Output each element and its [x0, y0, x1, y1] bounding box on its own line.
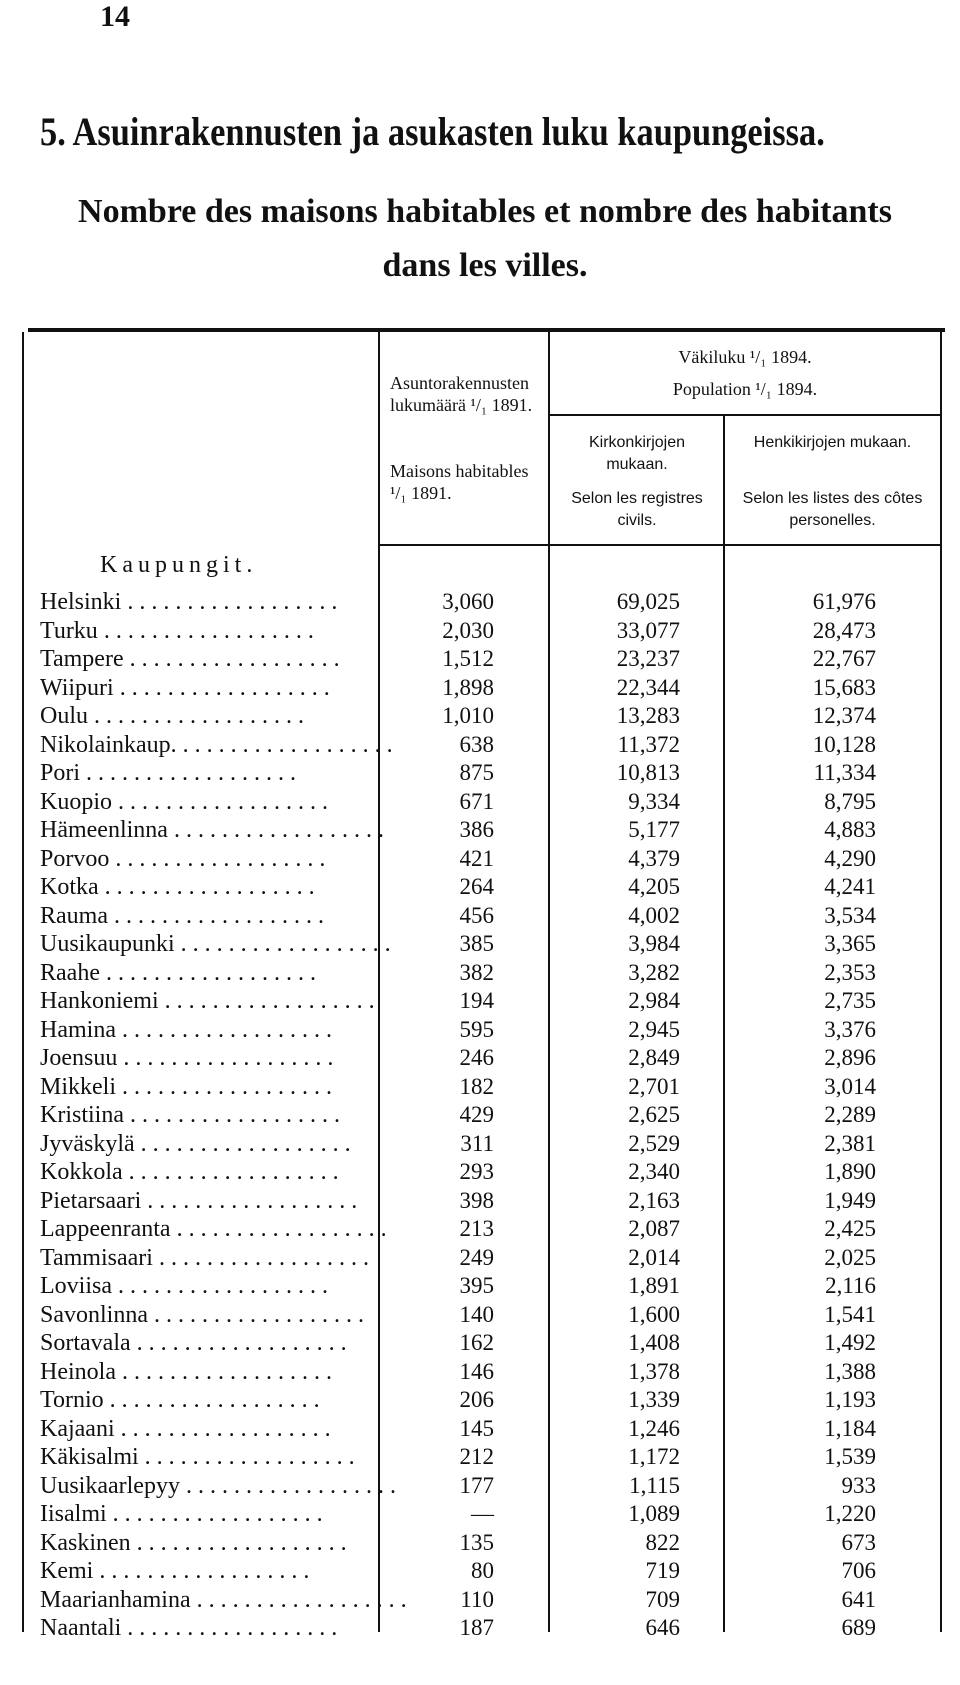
church-register-value: 1,600: [628, 1301, 680, 1327]
leader-dots: . . . . . . . . . . . . . . . . . .: [176, 731, 393, 758]
leader-dots: . . . . . . . . . . . . . . . . . .: [167, 817, 384, 843]
leader-dots: . . . . . . . . . . . . . . . . . .: [93, 1558, 310, 1584]
tax-register-value: 22,767: [812, 646, 876, 671]
city-name: Uusikaupunki . . . . . . . . . . . . . . . . . .: [40, 931, 391, 957]
tax-register-value: 2,735: [824, 988, 876, 1013]
table-row: [0, 759, 960, 788]
houses-value: 212: [459, 1444, 494, 1469]
church-register-value: 4,379: [628, 845, 680, 871]
city-name: Loviisa . . . . . . . . . . . . . . . . . .: [40, 1273, 328, 1299]
houses-value: 386: [459, 817, 494, 842]
tax-register-value: 2,381: [824, 1130, 876, 1156]
tax-register-value: 2,353: [824, 959, 876, 985]
city-name: Hamina . . . . . . . . . . . . . . . . . .: [40, 1016, 332, 1043]
leader-dots: . . . . . . . . . . . . . . . . . .: [112, 788, 328, 815]
houses-value: 595: [459, 1016, 494, 1042]
church-register-value: 33,077: [616, 617, 680, 643]
houses-value: 395: [459, 1273, 494, 1298]
city-name: Hankoniemi . . . . . . . . . . . . . . . . . .: [40, 988, 375, 1014]
table-row: [0, 1586, 960, 1615]
leader-dots: . . . . . . . . . . . . . . . . . .: [80, 760, 297, 786]
houses-value: 146: [459, 1358, 494, 1384]
table-row: [0, 1101, 960, 1130]
city-name: Raahe . . . . . . . . . . . . . . . . . .: [40, 959, 316, 986]
city-name: Wiipuri . . . . . . . . . . . . . . . . . .: [40, 674, 330, 701]
tax-register-value: 1,220: [824, 1501, 876, 1526]
houses-value: 456: [459, 902, 494, 928]
church-register-value: 1,339: [628, 1387, 680, 1412]
city-name: Kokkola . . . . . . . . . . . . . . . . . .: [40, 1159, 339, 1185]
table-row: [0, 788, 960, 817]
church-register-value: 709: [645, 1586, 680, 1612]
church-register-value: 719: [645, 1558, 680, 1583]
tax-register-value: 2,116: [825, 1273, 876, 1298]
table-row: [0, 645, 960, 674]
city-name: Iisalmi . . . . . . . . . . . . . . . . . .: [40, 1501, 323, 1527]
city-name: Tampere . . . . . . . . . . . . . . . . . .: [40, 646, 340, 672]
leader-dots: . . . . . . . . . . . . . . . . . .: [116, 1073, 332, 1100]
church-register-value: 3,282: [628, 959, 680, 985]
table-row: [0, 588, 960, 617]
city-name: Kajaani . . . . . . . . . . . . . . . . . .: [40, 1415, 331, 1442]
tax-register-value: 8,795: [824, 788, 876, 814]
table-row: [0, 674, 960, 703]
leader-dots: . . . . . . . . . . . . . . . . . .: [113, 674, 330, 701]
church-register-value: 10,813: [616, 760, 680, 785]
church-register-value: 646: [645, 1615, 680, 1640]
tax-register-value: 3,014: [824, 1073, 876, 1099]
table-row: [0, 1244, 960, 1273]
city-name: Savonlinna . . . . . . . . . . . . . . . . . .: [40, 1301, 364, 1328]
church-register-value: 1,172: [628, 1444, 680, 1469]
page-subtitle: Nombre des maisons habitables et nombre des habitants dans les villes.: [78, 193, 892, 284]
leader-dots: . . . . . . . . . . . . . . . . . .: [115, 1016, 332, 1043]
houses-value: 311: [460, 1130, 494, 1156]
houses-value: 140: [459, 1301, 494, 1327]
leader-dots: . . . . . . . . . . . . . . . . . .: [106, 1501, 323, 1527]
leader-dots: . . . . . . . . . . . . . . . . . .: [148, 1301, 364, 1328]
leader-dots: . . . . . . . . . . . . . . . . . .: [115, 1358, 332, 1385]
table-row: [0, 1472, 960, 1501]
tax-register-value: 3,365: [824, 931, 876, 956]
leader-dots: . . . . . . . . . . . . . . . . . .: [130, 1529, 347, 1556]
table-row: [0, 845, 960, 874]
city-name: Lappeenranta . . . . . . . . . . . . . . . . . .: [40, 1216, 387, 1242]
table-row: [0, 1073, 960, 1102]
city-name: Kaskinen . . . . . . . . . . . . . . . . . .: [40, 1529, 347, 1556]
leader-dots: . . . . . . . . . . . . . . . . . .: [103, 1387, 320, 1413]
houses-value: 187: [459, 1615, 494, 1640]
church-register-value: 9,334: [628, 788, 680, 814]
houses-value: 249: [459, 1244, 494, 1270]
church-register-value: 22,344: [616, 674, 680, 700]
city-name: Turku . . . . . . . . . . . . . . . . . .: [40, 617, 314, 644]
leader-dots: . . . . . . . . . . . . . . . . . .: [123, 646, 340, 672]
table-body: [0, 588, 960, 1643]
leader-dots: . . . . . . . . . . . . . . . . . .: [124, 1102, 340, 1128]
table-row: [0, 1016, 960, 1045]
table-row: [0, 1044, 960, 1073]
leader-dots: . . . . . . . . . . . . . . . . . .: [112, 1273, 328, 1299]
leader-dots: . . . . . . . . . . . . . . . . . .: [121, 589, 338, 615]
leader-dots: . . . . . . . . . . . . . . . . . .: [98, 874, 315, 900]
tax-register-value: 1,492: [824, 1330, 876, 1355]
houses-value: 671: [459, 788, 494, 814]
leader-dots: . . . . . . . . . . . . . . . . . .: [174, 931, 391, 957]
table-row: [0, 1215, 960, 1244]
church-register-value: 11,372: [617, 731, 680, 757]
table-row: [0, 930, 960, 959]
tax-register-value: 1,890: [824, 1159, 876, 1184]
church-register-value: 2,849: [628, 1045, 680, 1070]
tax-header-fi: Henkikirjojen mukaan.: [753, 434, 912, 451]
city-name: Tammisaari . . . . . . . . . . . . . . . . . .: [40, 1244, 369, 1271]
city-name: Kotka . . . . . . . . . . . . . . . . . .: [40, 874, 315, 900]
leader-dots: . . . . . . . . . . . . . . . . . .: [190, 1586, 407, 1613]
church-register-value: 4,002: [628, 902, 680, 928]
leader-dots: . . . . . . . . . . . . . . . . . .: [134, 1130, 351, 1157]
leader-dots: . . . . . . . . . . . . . . . . . .: [117, 1045, 334, 1071]
tax-register-value: 1,541: [824, 1301, 876, 1327]
tax-register-value: 4,883: [824, 817, 876, 842]
city-name: Rauma . . . . . . . . . . . . . . . . . .: [40, 902, 324, 929]
table-row: [0, 1358, 960, 1387]
tax-register-value: 2,025: [824, 1244, 876, 1270]
church-register-value: 2,340: [628, 1159, 680, 1184]
tax-register-value: 933: [841, 1472, 876, 1498]
city-name: Naantali . . . . . . . . . . . . . . . . . .: [40, 1615, 338, 1641]
houses-value: —: [471, 1501, 494, 1526]
houses-value: 429: [459, 1102, 494, 1127]
city-name: Kuopio . . . . . . . . . . . . . . . . . .: [40, 788, 328, 815]
table-row: [0, 1557, 960, 1586]
houses-value: 1,898: [442, 674, 494, 700]
church-register-value: 2,701: [628, 1073, 680, 1099]
tax-register-value: 4,290: [824, 845, 876, 871]
table-row: [0, 1272, 960, 1301]
tax-register-value: 1,388: [824, 1358, 876, 1384]
page-title: 5. Asuinrakennusten ja asukasten luku kaupungeissa.: [40, 109, 825, 154]
cities-row-header: Kaupungit.: [100, 552, 258, 578]
tax-register-value: 641: [841, 1586, 876, 1612]
tax-header-fr: Selon les listes des côtes personelles.: [742, 490, 923, 529]
houses-value: 1,512: [442, 646, 494, 671]
tax-register-value: 4,241: [824, 874, 876, 899]
city-name: Nikolainkaup. . . . . . . . . . . . . . . . . . .: [40, 731, 393, 758]
church-header-fi: Kirkonkirjojen mukaan.: [588, 434, 686, 473]
church-register-value: 2,014: [628, 1244, 680, 1270]
city-name: Kemi . . . . . . . . . . . . . . . . . .: [40, 1558, 310, 1584]
tax-register-value: 689: [841, 1615, 876, 1640]
table-row: [0, 1130, 960, 1159]
leader-dots: . . . . . . . . . . . . . . . . . .: [138, 1444, 355, 1470]
city-name: Sortavala . . . . . . . . . . . . . . . . . .: [40, 1330, 347, 1356]
church-register-value: 5,177: [628, 817, 680, 842]
church-register-value: 1,089: [628, 1501, 680, 1526]
city-name: Pietarsaari . . . . . . . . . . . . . . . . . .: [40, 1187, 358, 1214]
population-header-rule: [548, 414, 940, 416]
tax-register-value: 3,534: [824, 902, 876, 928]
houses-value: 162: [459, 1330, 494, 1355]
houses-value: 3,060: [442, 589, 494, 614]
leader-dots: . . . . . . . . . . . . . . . . . .: [122, 1159, 339, 1185]
table-row: [0, 902, 960, 931]
city-name: Joensuu . . . . . . . . . . . . . . . . . .: [40, 1045, 334, 1071]
table-row: [0, 731, 960, 760]
city-name: Jyväskylä . . . . . . . . . . . . . . . . . .: [40, 1130, 351, 1157]
houses-value: 110: [460, 1586, 494, 1612]
tax-register-value: 3,376: [824, 1016, 876, 1042]
header-bottom-rule: [378, 544, 940, 546]
tax-register-value: 11,334: [813, 760, 876, 785]
table-row: [0, 873, 960, 902]
tax-register-value: 1,539: [824, 1444, 876, 1469]
tax-register-value: 61,976: [812, 589, 876, 614]
page-number: 14: [100, 0, 130, 33]
houses-value: 1,010: [442, 703, 494, 728]
houses-value: 80: [471, 1558, 494, 1583]
table-row: [0, 1301, 960, 1330]
city-name: Tornio . . . . . . . . . . . . . . . . . .: [40, 1387, 320, 1413]
houses-value: 264: [459, 874, 494, 899]
table-row: [0, 1529, 960, 1558]
city-name: Käkisalmi . . . . . . . . . . . . . . . . . .: [40, 1444, 355, 1470]
houses-value: 246: [459, 1045, 494, 1070]
church-register-value: 2,984: [628, 988, 680, 1013]
table-row: [0, 1329, 960, 1358]
leader-dots: . . . . . . . . . . . . . . . . . .: [121, 1615, 338, 1641]
leader-dots: . . . . . . . . . . . . . . . . . .: [88, 703, 304, 729]
city-name: Porvoo . . . . . . . . . . . . . . . . . .: [40, 845, 326, 872]
tax-register-value: 15,683: [812, 674, 876, 700]
houses-value: 135: [459, 1529, 494, 1555]
population-header-fi: Väkiluku ¹/₁ 1894.: [678, 347, 812, 367]
leader-dots: . . . . . . . . . . . . . . . . . .: [107, 902, 324, 929]
houses-value: 421: [459, 845, 494, 871]
tax-register-value: 2,289: [824, 1102, 876, 1127]
leader-dots: . . . . . . . . . . . . . . . . . .: [97, 617, 314, 644]
leader-dots: . . . . . . . . . . . . . . . . . .: [158, 988, 375, 1014]
houses-value: 206: [459, 1387, 494, 1412]
city-name: Hämeenlinna . . . . . . . . . . . . . . . . . .: [40, 817, 384, 843]
city-name: Pori . . . . . . . . . . . . . . . . . .: [40, 760, 297, 786]
church-register-value: 2,945: [628, 1016, 680, 1042]
leader-dots: . . . . . . . . . . . . . . . . . .: [152, 1244, 369, 1271]
city-name: Uusikaarlepyy . . . . . . . . . . . . . . . . . .: [40, 1472, 396, 1499]
church-register-value: 2,163: [628, 1187, 680, 1213]
city-name: Maarianhamina . . . . . . . . . . . . . . . . . .: [40, 1586, 407, 1613]
leader-dots: . . . . . . . . . . . . . . . . . .: [179, 1472, 396, 1499]
houses-value: 145: [459, 1415, 494, 1441]
church-register-value: 3,984: [628, 931, 680, 956]
church-register-value: 23,237: [616, 646, 680, 671]
church-register-value: 822: [645, 1529, 680, 1555]
church-register-value: 13,283: [616, 703, 680, 728]
houses-value: 213: [459, 1216, 494, 1241]
church-register-value: 4,205: [628, 874, 680, 899]
tax-register-value: 2,425: [824, 1216, 876, 1241]
leader-dots: . . . . . . . . . . . . . . . . . .: [130, 1330, 347, 1356]
church-register-value: 2,087: [628, 1216, 680, 1241]
tax-register-value: 12,374: [812, 703, 876, 728]
houses-value: 875: [459, 760, 494, 785]
city-name: Kristiina . . . . . . . . . . . . . . . . . .: [40, 1102, 340, 1128]
table-row: [0, 1415, 960, 1444]
city-name: Mikkeli . . . . . . . . . . . . . . . . . .: [40, 1073, 332, 1100]
tax-register-value: 1,949: [824, 1187, 876, 1213]
houses-value: 398: [459, 1187, 494, 1213]
houses-header-fr: Maisons habitables ¹/₁ 1891.: [390, 461, 529, 503]
church-register-value: 2,625: [628, 1102, 680, 1127]
houses-value: 2,030: [442, 617, 494, 643]
city-name: Oulu . . . . . . . . . . . . . . . . . .: [40, 703, 304, 729]
houses-value: 382: [459, 959, 494, 985]
population-header-fr: Population ¹/₁ 1894.: [672, 379, 818, 399]
tax-register-value: 1,184: [824, 1415, 876, 1441]
houses-value: 194: [459, 988, 494, 1013]
table-row: [0, 816, 960, 845]
table-row: [0, 959, 960, 988]
houses-value: 177: [459, 1472, 494, 1498]
table-row: [0, 1614, 960, 1643]
church-register-value: 69,025: [616, 589, 680, 614]
church-register-value: 1,115: [629, 1472, 680, 1498]
table-row: [0, 987, 960, 1016]
leader-dots: . . . . . . . . . . . . . . . . . .: [141, 1187, 358, 1214]
tax-register-value: 10,128: [812, 731, 876, 757]
houses-header-fi: Asuntorakennusten lukumäärä ¹/₁ 1891.: [390, 373, 533, 415]
church-register-value: 1,246: [628, 1415, 680, 1441]
table-row: [0, 1158, 960, 1187]
table-row: [0, 1443, 960, 1472]
tax-register-value: 28,473: [812, 617, 876, 643]
table-row: [0, 1187, 960, 1216]
tax-register-value: 1,193: [824, 1387, 876, 1412]
tax-register-value: 673: [841, 1529, 876, 1555]
houses-value: 293: [459, 1159, 494, 1184]
church-register-value: 2,529: [628, 1130, 680, 1156]
leader-dots: . . . . . . . . . . . . . . . . . .: [114, 1415, 331, 1442]
table-row: [0, 1500, 960, 1529]
church-register-value: 1,378: [628, 1358, 680, 1384]
table-row: [0, 617, 960, 646]
church-register-value: 1,408: [628, 1330, 680, 1355]
city-name: Heinola . . . . . . . . . . . . . . . . . .: [40, 1358, 332, 1385]
leader-dots: . . . . . . . . . . . . . . . . . .: [170, 1216, 387, 1242]
table-row: [0, 1386, 960, 1415]
houses-value: 638: [459, 731, 494, 757]
church-register-value: 1,891: [628, 1273, 680, 1298]
leader-dots: . . . . . . . . . . . . . . . . . .: [109, 845, 326, 872]
houses-value: 182: [459, 1073, 494, 1099]
houses-value: 385: [459, 931, 494, 956]
church-header-fr: Selon les registres civils.: [571, 490, 703, 529]
city-name: Helsinki . . . . . . . . . . . . . . . . . .: [40, 589, 338, 615]
leader-dots: . . . . . . . . . . . . . . . . . .: [99, 959, 316, 986]
table-top-rule: [28, 328, 945, 332]
tax-register-value: 2,896: [824, 1045, 876, 1070]
table-row: [0, 702, 960, 731]
tax-register-value: 706: [841, 1558, 876, 1583]
